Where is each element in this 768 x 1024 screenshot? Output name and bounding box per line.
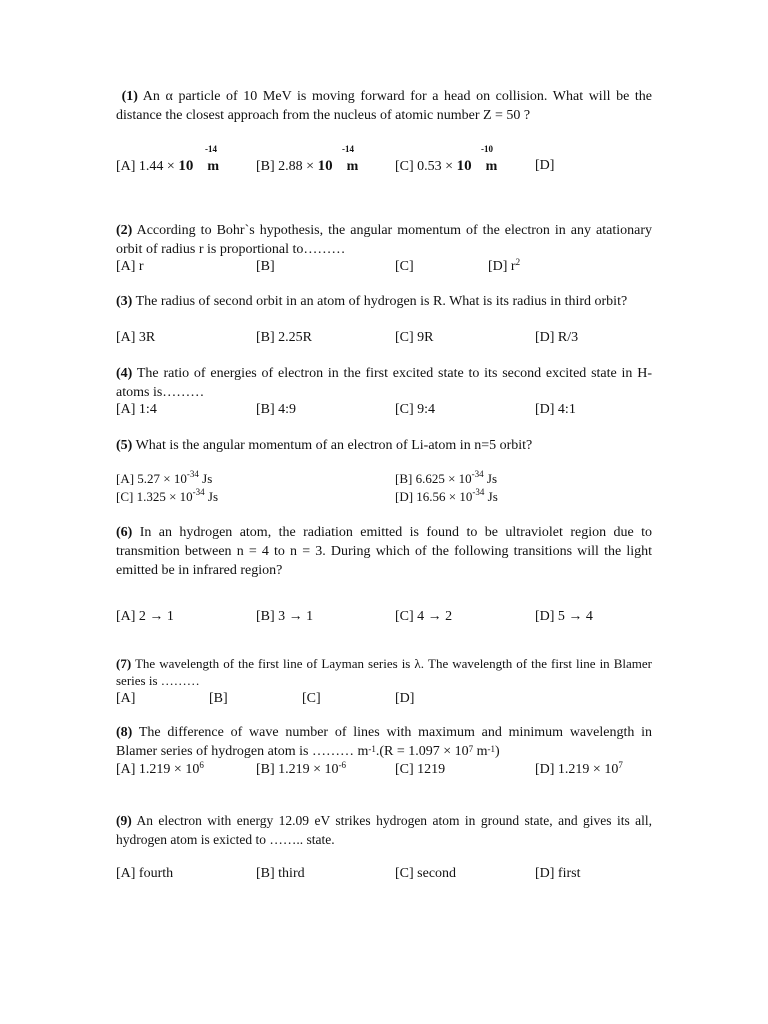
option-c: [C] [395,259,414,274]
question-2 [116,221,652,259]
question-3 [116,292,652,311]
option-d: [D] R/3 [535,330,579,345]
option-b: [B] [209,691,228,706]
option-c: [C] 9R [395,330,434,345]
option-d: [D] 5 → 4 [535,609,593,624]
option-a: [A] r [116,259,144,274]
question-6 [116,523,652,580]
option-c: [C] 1219 [395,762,446,777]
question-number: (7) [116,656,132,671]
option-b: [B] 4:9 [256,402,297,417]
exponent: -14 [205,144,217,154]
exponent: -10 [481,144,493,154]
option-c: [C] 4 → 2 [395,609,453,624]
options-9 [116,866,676,886]
option-a: [A] 3R [116,330,156,345]
option-a: [A] [116,691,136,706]
question-number: (1) [121,89,138,104]
option-a: [A] 2 → 1 [116,609,174,624]
option-b: [B] $1.219 \times 10^{-6}$ [256,760,347,777]
option-b: [B] third [256,866,305,881]
options-2 [116,259,676,279]
question-5 [116,436,652,455]
options-7 [116,691,676,711]
option-c: [C] $1.325 \times 10^{-34}$ Js [116,487,219,504]
question-number: (3) [116,294,133,309]
option-d: [D] [395,691,415,706]
options-6 [116,609,676,629]
option-b: [B] $6.625 \times 10^{-34}$ Js [395,469,498,486]
question-text: In an hydrogen atom, the radiation emitted is found to be ultraviolet region due to transmition between n = 4 to n = 3. During which of the following transitions will the light emitted be in infrared region? [116,525,652,578]
options-3 [116,330,676,350]
question-1 [116,87,652,125]
question-text: An electron with energy 12.09 eV strikes hydrogen atom in ground state, and gives its all, hydrogen atom is exicted to …….. state. [116,813,653,847]
options-5 [116,471,676,509]
option-d: [D] $16.56 \times 10^{-34}$ Js [395,487,498,504]
option-b: [B] [256,259,275,274]
question-number: (2) [116,223,133,238]
option-a: [A] 1:4 [116,402,157,417]
question-text: The ratio of energies of electron in the first excited state to its second excited state in H-atoms is……… [116,366,652,400]
option-c: [C] 0.53 × 10 -10 m [395,144,498,174]
question-number: (4) [116,366,133,381]
question-text: An α particle of 10 MeV is moving forward for a head on collision. What will be the distance the closest approach from the nucleus of atomic number Z = 50 ? [116,89,653,123]
question-8 [116,723,652,761]
option-d: [D] first [535,866,581,881]
question-7 [116,655,652,689]
option-b: [B] 2.25R [256,330,312,345]
option-a: [A] fourth [116,866,174,881]
option-d: [D] 4:1 [535,402,576,417]
option-d: [D] $r^2$ [488,257,521,274]
option-c: [C] second [395,866,457,881]
options-8 [116,762,676,782]
question-4 [116,364,652,402]
option-d: [D] $1.219 \times 10^7$ [535,760,623,777]
option-a: [A] $1.219 \times 10^6$ [116,760,204,777]
option-a: [A] $5.27 \times 10^{-34}$ Js [116,469,213,486]
question-text: What is the angular momentum of an electron of Li-atom in n=5 orbit? [135,438,533,453]
option-b: [B] 3 → 1 [256,609,314,624]
question-text: According to Bohr`s hypothesis, the angular momentum of the electron in any atationary orbit of radius r is proportional to……… [116,223,652,257]
option-c: [C] [302,691,321,706]
option-d: [D] [535,158,555,173]
options-1 [116,144,676,178]
option-b: [B] 2.88 × 10 -14 m [256,144,359,174]
question-text: The radius of second orbit in an atom of hydrogen is R. What is its radius in third orbit? [135,294,628,309]
question-number: (5) [116,438,133,453]
option-c: [C] 9:4 [395,402,436,417]
question-9 [116,811,652,849]
question-text: The wavelength of the first line of Layman series is λ. The wavelength of the first line in Blamer series is ……… [116,656,652,688]
exponent: -14 [342,144,354,154]
option-a: [A] 1.44 × 10 -14 m [116,144,220,174]
question-text: The difference of wave number of lines with maximum and minimum wavelength in Blamer series of hydrogen atom is ……… $m^{-1}.(R = 1.097 \times 10^7$ $m^{-1}$) [116,725,653,759]
question-number: (9) [116,813,132,828]
question-number: (8) [116,725,133,740]
question-number: (6) [116,525,133,540]
options-4 [116,402,676,422]
